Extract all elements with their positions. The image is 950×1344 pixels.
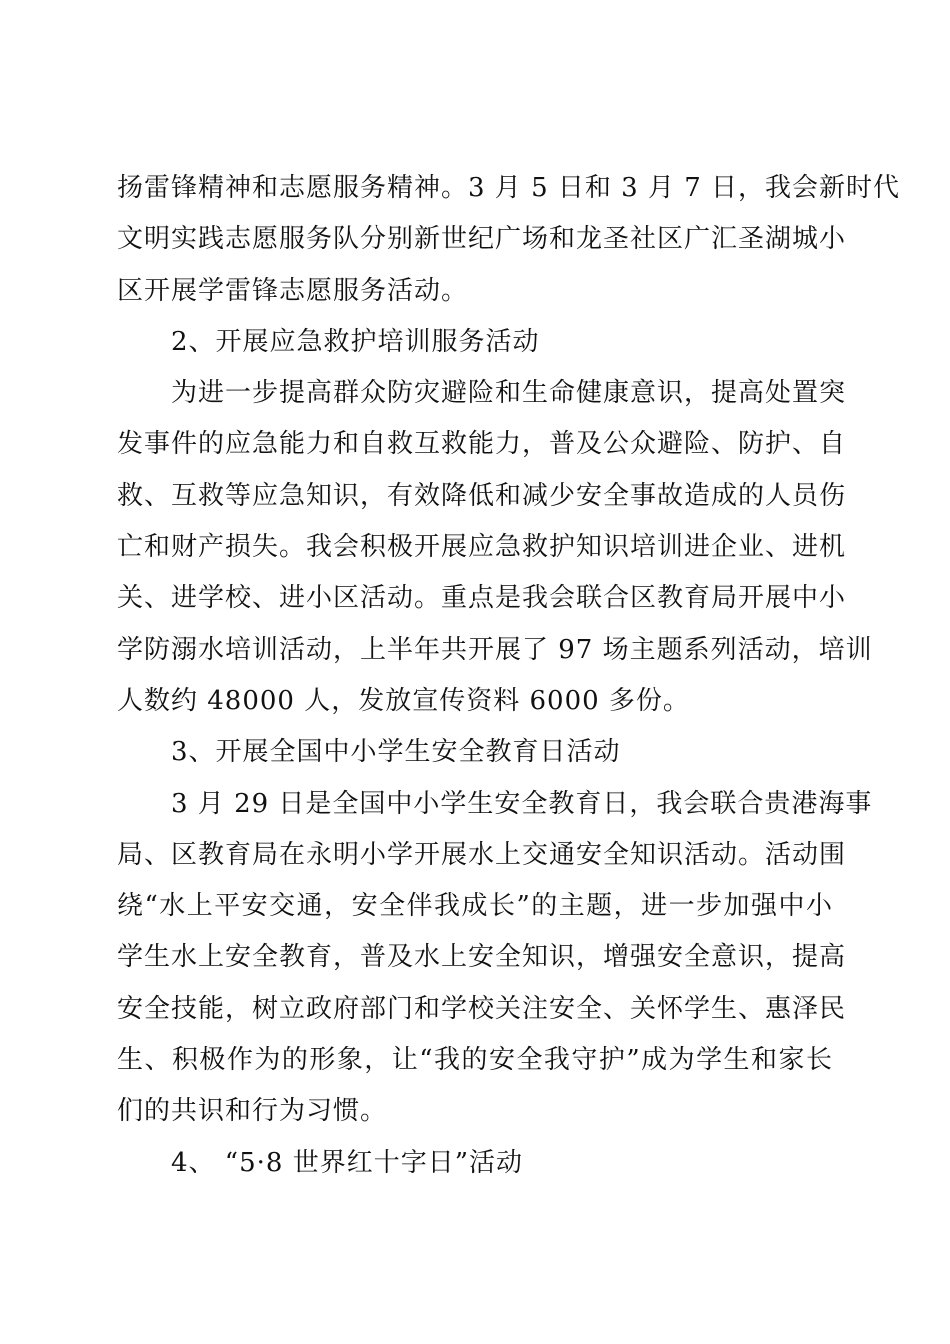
section-heading-4: 4、 “5·8 世界红十字日”活动 [171, 1147, 524, 1178]
section-heading-2: 2、开展应急救护培训服务活动 [171, 326, 540, 357]
paragraph-line: 发事件的应急能力和自救互救能力，普及公众避险、防护、自 [117, 429, 847, 460]
paragraph-line: 区开展学雷锋志愿服务活动。 [117, 275, 469, 306]
paragraph-line: 们的共识和行为习惯。 [117, 1096, 388, 1127]
paragraph-line: 为进一步提高群众防灾避险和生命健康意识，提高处置突 [171, 378, 847, 409]
paragraph-line: 扬雷锋精神和志愿服务精神。3 月 5 日和 3 月 7 日，我会新时代 [117, 173, 901, 203]
paragraph-line: 学生水上安全教育，普及水上安全知识，增强安全意识，提高 [117, 942, 847, 973]
paragraph-line: 人数约 48000 人，发放宣传资料 6000 多份。 [117, 685, 690, 716]
section-heading-3: 3、开展全国中小学生安全教育日活动 [171, 737, 621, 768]
paragraph-line: 局、区教育局在永明小学开展水上交通安全知识活动。活动围 [117, 839, 847, 870]
paragraph-line: 关、进学校、进小区活动。重点是我会联合区教育局开展中小 [117, 583, 847, 614]
paragraph-line: 安全技能，树立政府部门和学校关注安全、关怀学生、惠泽民 [117, 993, 847, 1024]
paragraph-line: 生、积极作为的形象，让“我的安全我守护”成为学生和家长 [117, 1045, 833, 1076]
paragraph-line: 救、互救等应急知识，有效降低和减少安全事故造成的人员伤 [117, 480, 847, 511]
paragraph-line: 绕“水上平安交通，安全伴我成长”的主题，进一步加强中小 [117, 891, 833, 922]
paragraph-line: 文明实践志愿服务队分别新世纪广场和龙圣社区广汇圣湖城小 [117, 224, 847, 255]
paragraph-line: 3 月 29 日是全国中小学生安全教育日，我会联合贵港海事 [171, 788, 873, 819]
paragraph-line: 学防溺水培训活动，上半年共开展了 97 场主题系列活动，培训 [117, 634, 873, 665]
document-body [117, 163, 901, 1189]
paragraph-line: 亡和财产损失。我会积极开展应急救护知识培训进企业、进机 [117, 532, 847, 563]
